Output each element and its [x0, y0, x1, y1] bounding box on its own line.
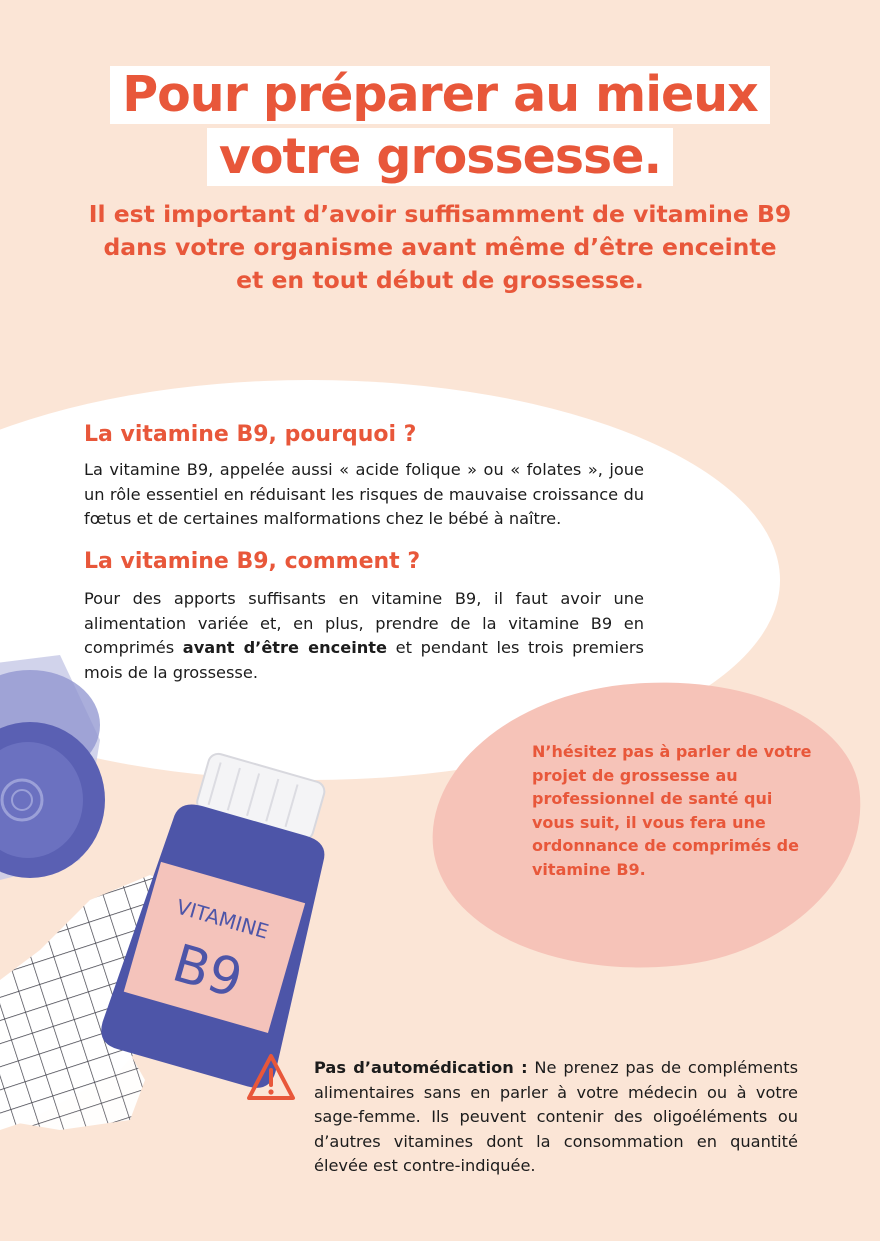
heading-how: La vitamine B9, comment ? [84, 549, 421, 574]
warning-triangle-icon [246, 1052, 296, 1108]
heading-why: La vitamine B9, pourquoi ? [84, 422, 417, 447]
paragraph-how-part-1: Pour des apports suffisants en vitamine B9, il faut avoir une alimentation variée et, en plus, prendre de la vitamine B9 en comprimés [84, 589, 644, 658]
title-line-1: Pour préparer au mieux [110, 66, 770, 124]
callout-text: N’hésitez pas à parler de votre projet de grossesse au professionnel de santé qui vous suit, il vous fera une ordonnance de comprimés de vitamine B9. [532, 742, 812, 879]
paragraph-how-part-2: et pendant les trois premiers mois de la grossesse. [84, 638, 644, 682]
subtitle [60, 198, 820, 297]
paragraph-how [84, 587, 644, 685]
subtitle-line-1: Il est important d’avoir suffisamment de vitamine B9 [88, 200, 792, 228]
title-line-2: votre grossesse. [207, 128, 673, 186]
paragraph-why: La vitamine B9, appelée aussi « acide folique » ou « folates », joue un rôle essentiel en réduisant les risques de mauvaise croissance du fœtus et de certaines malformations chez le bébé à naître. [84, 460, 644, 529]
warning-text [314, 1056, 798, 1179]
subtitle-line-2: dans votre organisme avant même d’être enceinte [103, 233, 777, 261]
bottle-label-line-2: B9 [166, 933, 249, 1011]
warning-body: Ne prenez pas de compléments alimentaires sans en parler à votre médecin ou à votre sage-femme. Ils peuvent contenir des oligoéléments ou d’autres vitamines dont la consommation en quantité élevée est contre-indiquée. [314, 1058, 798, 1176]
page-title [0, 66, 880, 186]
paragraph-how-bold: avant d’être enceinte [182, 638, 387, 658]
water-glass-icon [0, 655, 105, 885]
warning-bold: Pas d’automédication : [314, 1058, 528, 1077]
subtitle-line-3: et en tout début de grossesse. [236, 266, 644, 294]
bottle-label-line-1: VITAMINE [173, 894, 272, 944]
